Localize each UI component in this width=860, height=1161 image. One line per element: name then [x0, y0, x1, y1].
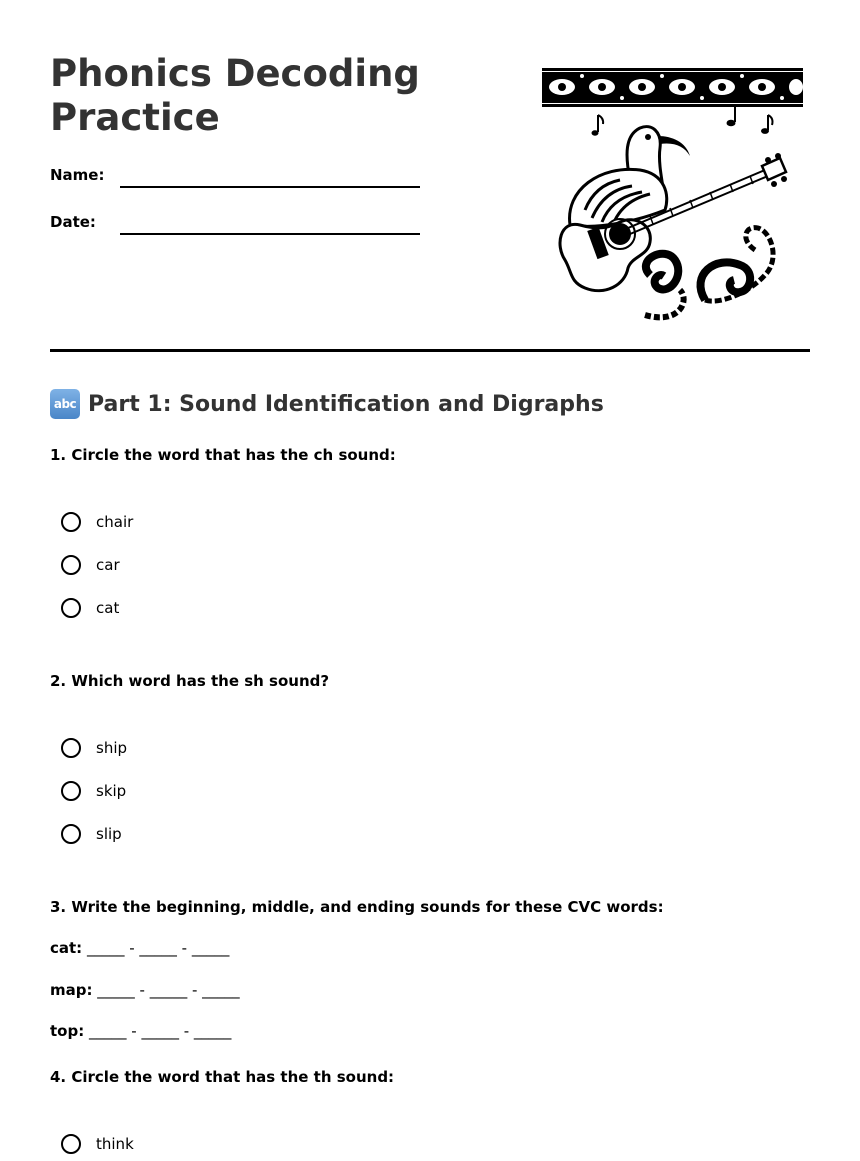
question-1-option-cat[interactable]	[50, 595, 119, 621]
cvc-blanks[interactable]: _____ - _____ - _____	[89, 1022, 232, 1040]
cvc-word: top:	[50, 1022, 85, 1040]
radio-circle[interactable]	[61, 781, 81, 801]
guitar-bird-tribal-illustration	[540, 60, 805, 325]
question-2-prompt: 2. Which word has the sh sound?	[50, 672, 330, 690]
header-divider	[50, 349, 810, 352]
tribal-swirl-icon	[645, 228, 773, 318]
question-1-option-car[interactable]	[50, 552, 120, 578]
part1-title: Part 1: Sound Identification and Digraphs	[88, 391, 604, 417]
date-label: Date:	[50, 213, 96, 231]
radio-circle[interactable]	[61, 824, 81, 844]
question-2-option-ship[interactable]	[50, 735, 127, 761]
cvc-word: cat:	[50, 939, 83, 957]
option-label: ship	[96, 739, 128, 757]
name-label: Name:	[50, 166, 105, 184]
radio-circle[interactable]	[61, 555, 81, 575]
question-3-prompt: 3. Write the beginning, middle, and ending sounds for these CVC words:	[50, 898, 664, 916]
option-label: think	[96, 1135, 134, 1153]
radio-circle[interactable]	[61, 1134, 81, 1154]
cvc-blanks[interactable]: _____ - _____ - _____	[86, 939, 230, 957]
cvc-row-map[interactable]	[50, 981, 240, 999]
name-write-line[interactable]	[120, 186, 420, 188]
option-label: skip	[96, 782, 127, 800]
question-4-option-think[interactable]	[50, 1131, 134, 1157]
date-write-line[interactable]	[120, 233, 420, 235]
cvc-row-top[interactable]	[50, 1022, 231, 1040]
radio-circle[interactable]	[61, 598, 81, 618]
cvc-word: map:	[50, 981, 93, 999]
radio-circle[interactable]	[61, 738, 81, 758]
question-1-prompt: 1. Circle the word that has the ch sound:	[50, 446, 396, 464]
title-line-2: Practice	[50, 96, 220, 139]
question-1-option-chair[interactable]	[50, 509, 133, 535]
option-label: slip	[96, 825, 122, 843]
abc-icon: abc	[50, 389, 80, 419]
worksheet-page	[50, 0, 810, 1161]
option-label: cat	[96, 599, 120, 617]
question-2-option-skip[interactable]	[50, 778, 126, 804]
cvc-blanks[interactable]: _____ - _____ - _____	[97, 981, 240, 999]
title-line-1: Phonics Decoding	[50, 52, 420, 95]
option-label: chair	[96, 513, 134, 531]
option-label: car	[96, 556, 120, 574]
music-notes-icon	[592, 104, 773, 135]
question-2-option-slip[interactable]	[50, 821, 122, 847]
radio-circle[interactable]	[61, 512, 81, 532]
question-4-prompt: 4. Circle the word that has the th sound:	[50, 1068, 395, 1086]
page-title	[50, 52, 490, 140]
part1-heading	[50, 388, 604, 420]
ornamental-border-band	[542, 68, 803, 107]
cvc-row-cat[interactable]	[50, 939, 229, 957]
